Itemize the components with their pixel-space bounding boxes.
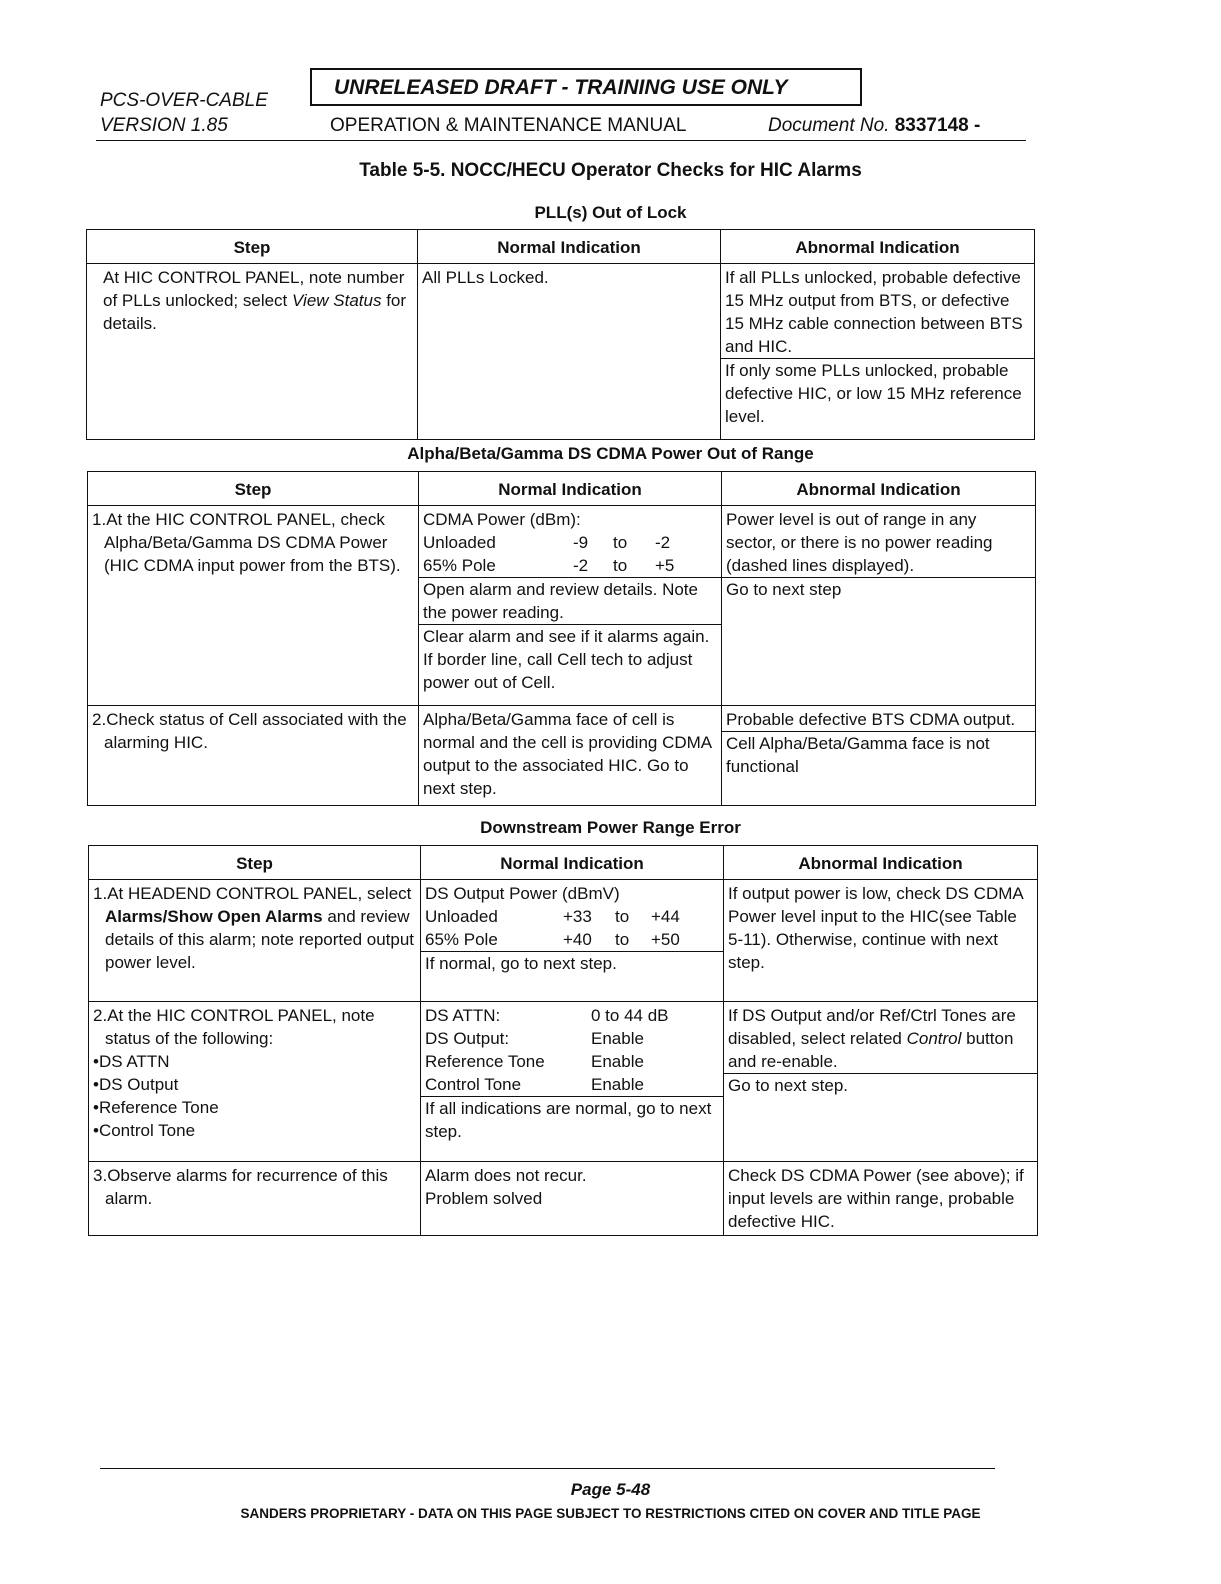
abnormal-cell: If DS Output and/or Ref/Ctrl Tones are disabled, select related Control button and re-enable. Go to next step. [724, 1002, 1038, 1162]
normal-cell: DS Output Power (dBmV) Unloaded +33 to +44 65% Pole +40 to +50 If normal, go to next step. [421, 880, 724, 1002]
doc-number: 8337148 - [894, 115, 981, 136]
bullet-ds-attn: • DS ATTN [93, 1050, 416, 1073]
abnormal-cell: Probable defective BTS CDMA output. Cell Alpha/Beta/Gamma face is not functional [722, 706, 1036, 806]
alarms-menu-text: Alarms/Show Open Alarms [105, 907, 323, 926]
section-title-cdma: Alpha/Beta/Gamma DS CDMA Power Out of Range [407, 444, 814, 463]
col-abnormal: Abnormal Indication [721, 230, 1035, 264]
abnormal-cell: If all PLLs unlocked, probable defective 15 MHz output from BTS, or defective 15 MHz cable connection between BTS and HIC. If only some PLLs unlocked, probable defective HIC, or low 15 MHz reference level. [721, 264, 1035, 440]
col-abnormal: Abnormal Indication [724, 846, 1038, 880]
proprietary-notice: SANDERS PROPRIETARY - DATA ON THIS PAGE SUBJECT TO RESTRICTIONS CITED ON COVER AND TITLE PAGE [240, 1506, 981, 1521]
col-step: Step [88, 472, 419, 506]
abnormal-cell: Check DS CDMA Power (see above); if input levels are within range, probable defective HIC. [724, 1162, 1038, 1236]
table-row [88, 706, 1036, 806]
manual-title: OPERATION & MAINTENANCE MANUAL [330, 115, 687, 136]
cdma-table [87, 471, 1036, 806]
normal-cell: All PLLs Locked. [418, 264, 721, 440]
bullet-control-tone: • Control Tone [93, 1119, 416, 1142]
normal-cell: CDMA Power (dBm): Unloaded -9 to -2 65% Pole -2 to +5 Open alarm and review details. Note the power reading. Clear alarm and see if it alarms again. If border line, call Cell tech to adjust power out of Cell. [419, 506, 722, 706]
document-number [768, 115, 980, 137]
step-cell: 2.At the HIC CONTROL PANEL, note status of the following: • DS ATTN • DS Output • Reference Tone • Control Tone [89, 1002, 421, 1162]
step-cell: 2.Check status of Cell associated with the alarming HIC. [88, 706, 419, 806]
downstream-table [88, 845, 1038, 1236]
version-label: VERSION 1.85 [100, 115, 228, 136]
abnormal-cell: If output power is low, check DS CDMA Power level input to the HIC(see Table 5-11). Otherwise, continue with next step. [724, 880, 1038, 1002]
pll-table [86, 229, 1035, 440]
col-normal: Normal Indication [419, 472, 722, 506]
normal-cell: Alpha/Beta/Gamma face of cell is normal and the cell is providing CDMA output to the associated HIC. Go to next step. [419, 706, 722, 806]
control-button-text: Control [906, 1029, 962, 1048]
table-header-row [88, 472, 1036, 506]
col-step: Step [89, 846, 421, 880]
pole-range: 65% Pole -2 to +5 [423, 556, 675, 575]
pole-range: 65% Pole +40 to +50 [425, 930, 680, 949]
table-header-row [89, 846, 1038, 880]
step-cell: 1.At the HIC CONTROL PANEL, check Alpha/Beta/Gamma DS CDMA Power (HIC CDMA input power from the BTS). [88, 506, 419, 706]
abnormal-cell: Power level is out of range in any sector, or there is no power reading (dashed lines displayed). Go to next step [722, 506, 1036, 706]
table-title: Table 5-5. NOCC/HECU Operator Checks for HIC Alarms [359, 160, 862, 181]
step-cell: 1.At HEADEND CONTROL PANEL, select Alarms/Show Open Alarms and review details of this alarm; note reported output power level. [89, 880, 421, 1002]
table-row [89, 1162, 1038, 1236]
table-header-row [87, 230, 1035, 264]
section-title-pll: PLL(s) Out of Lock [534, 203, 687, 222]
step-cell: At HIC CONTROL PANEL, note number of PLLs unlocked; select View Status for details. [87, 264, 418, 440]
step-cell: 3.Observe alarms for recurrence of this alarm. [89, 1162, 421, 1236]
view-status-text: View Status [292, 291, 382, 310]
bullet-reference-tone: • Reference Tone [93, 1096, 416, 1119]
unloaded-range: Unloaded -9 to -2 [423, 533, 671, 552]
status-row: Reference Tone Enable [425, 1052, 644, 1071]
normal-cell: Alarm does not recur. Problem solved [421, 1162, 724, 1236]
table-row [89, 1002, 1038, 1162]
doc-label: Document No. [768, 115, 890, 136]
section-title-downstream: Downstream Power Range Error [480, 818, 741, 837]
col-normal: Normal Indication [421, 846, 724, 880]
status-row: DS ATTN: 0 to 44 dB [425, 1006, 669, 1025]
product-name: PCS-OVER-CABLE [100, 90, 268, 111]
status-row: Control Tone Enable [425, 1075, 644, 1094]
status-row: DS Output: Enable [425, 1029, 644, 1048]
col-abnormal: Abnormal Indication [722, 472, 1036, 506]
col-step: Step [87, 230, 418, 264]
header-divider [96, 140, 1026, 141]
table-row [88, 506, 1036, 706]
table-row [87, 264, 1035, 440]
table-row [89, 880, 1038, 1002]
col-normal: Normal Indication [418, 230, 721, 264]
unloaded-range: Unloaded +33 to +44 [425, 907, 680, 926]
footer-divider [100, 1468, 995, 1469]
bullet-ds-output: • DS Output [93, 1073, 416, 1096]
normal-cell: DS ATTN: 0 to 44 dB DS Output: Enable Reference Tone Enable Control Tone Enable If all indications are normal, go to next step. [421, 1002, 724, 1162]
draft-banner: UNRELEASED DRAFT - TRAINING USE ONLY [310, 68, 862, 106]
page-number: Page 5-48 [570, 1480, 651, 1499]
